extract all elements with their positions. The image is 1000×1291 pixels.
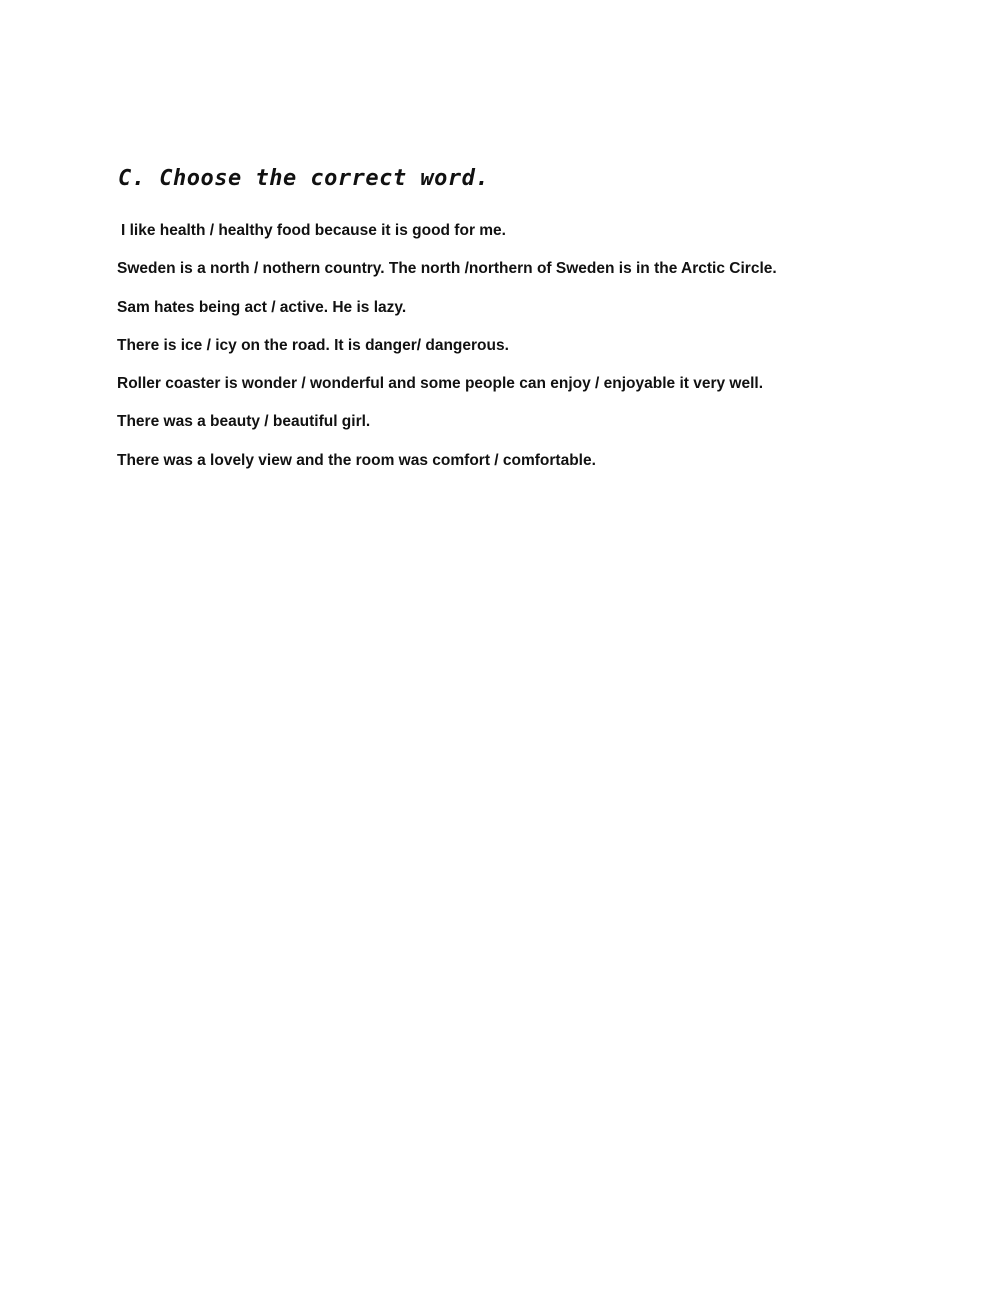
sentence-item: I like health / healthy food because it is good for me. — [121, 222, 506, 239]
sentence-item: There was a lovely view and the room was comfort / comfortable. — [117, 451, 596, 469]
sentence-item: Sweden is a north / nothern country. The north /northern of Sweden is in the Arctic Circle. — [117, 260, 777, 278]
sentence-item: There was a beauty / beautiful girl. — [117, 413, 371, 431]
sentence-item: Sam hates being act / active. He is lazy. — [117, 298, 407, 316]
section-heading: C. Choose the correct word. — [118, 166, 490, 191]
sentence-item: There is ice / icy on the road. It is danger/ dangerous. — [117, 336, 509, 354]
sentence-list — [117, 220, 937, 488]
sentence-item: Roller coaster is wonder / wonderful and some people can enjoy / enjoyable it very well. — [117, 375, 764, 393]
